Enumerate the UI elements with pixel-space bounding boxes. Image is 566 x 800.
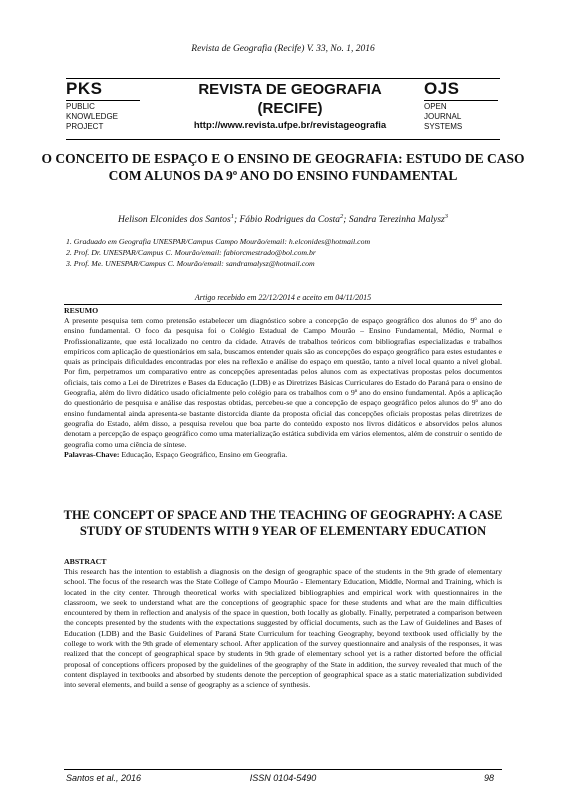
abstract-heading: ABSTRACT bbox=[64, 557, 107, 566]
journal-name-block bbox=[164, 80, 416, 133]
affiliation-item: 2. Prof. Dr. UNESPAR/Campus C. Mourão/email: fabiorcmestrado@bol.com.br bbox=[66, 248, 316, 257]
author-list bbox=[0, 213, 566, 225]
keywords-values: Educação, Espaço Geográfico, Ensino em Geografia. bbox=[119, 449, 288, 459]
author-name: Helison Elconides dos Santos bbox=[118, 215, 231, 226]
article-title-pt: O CONCEITO DE ESPAÇO E O ENSINO DE GEOGRAFIA: ESTUDO DE CASO COM ALUNOS DA 9º ANO DO ENSINO FUNDAMENTAL bbox=[41, 151, 525, 183]
journal-name-line2: (RECIFE) bbox=[257, 100, 323, 117]
author-name: Fábio Rodrigues da Costa bbox=[239, 215, 341, 226]
journal-name-line1: REVISTA DE GEOGRAFIA bbox=[198, 81, 382, 98]
ojs-logo bbox=[424, 79, 500, 132]
affiliation-item: 3. Prof. Me. UNESPAR/Campus C. Mourão/email: sandramalysz@hotmail.com bbox=[66, 259, 315, 268]
ojs-label: OJS bbox=[424, 79, 460, 98]
abstract-text: This research has the intention to establish a diagnosis on the design of geographic space of the students in the 9th grade of elementary school. The focus of the research was the State College of Campo Mourão - Elementary Education, Middle, Normal and Training, which is located in the city center. Through theoretical works with specialized bibliographies and empirical work with questionnaires in the classroom, we seek to understand what are the conceptions of geographic space for these students and what are the main difficulties encountered by them in reflection and analysis of the space in question, both locally as globally. Finally, perpetrated a comparison between the concepts presented by the students with the expectations suggested by official documents, such as the Law of Guidelines and Bases of Education (LDB) and the Basic Guidelines of Paraná State Curriculum for teaching Geography, beyond textbook used officially by the college to work with the 9th grade of elementary school. After application of the survey questionnaire and analysis of the responses, it was realized that the concept of geographical space by students in 9th grade of elementary school yet is a rather distorted before the official proposal of conceptions officers proposed by the guidelines of the geography of the State in addition, the survey revealed that much of the content displayed in textbooks and absorbed by students denote the perception of geographical space as a static materialization subdivided into several elements, and build a sense of geography as a science of synthesis. bbox=[64, 567, 502, 690]
author-separator: ; bbox=[233, 215, 240, 226]
ojs-line: JOURNAL bbox=[424, 112, 462, 121]
pks-line: PROJECT bbox=[66, 122, 104, 131]
author-separator: ; bbox=[343, 215, 349, 226]
ojs-divider bbox=[424, 100, 498, 101]
footer-citation: Santos et al., 2016 bbox=[66, 773, 142, 783]
pks-line: KNOWLEDGE bbox=[66, 112, 119, 121]
keywords-line bbox=[64, 450, 502, 460]
affiliation-item: 1. Graduado em Geografia UNESPAR/Campus Campo Mourão/email: h.elconides@hotmail.com bbox=[66, 237, 371, 246]
page-footer bbox=[64, 769, 502, 784]
affiliation-list bbox=[66, 236, 506, 269]
pks-line: PUBLIC bbox=[66, 102, 95, 111]
pks-divider bbox=[66, 100, 140, 101]
footer-issn: ISSN 0104-5490 bbox=[249, 773, 317, 783]
resumo-heading: RESUMO bbox=[64, 306, 99, 315]
resumo-section bbox=[64, 304, 502, 460]
page-number: 98 bbox=[483, 773, 494, 783]
masthead-bottom-rule bbox=[66, 139, 500, 140]
author-affil-mark: 2 bbox=[340, 213, 344, 220]
pks-label: PKS bbox=[66, 79, 103, 98]
article-title-en: THE CONCEPT OF SPACE AND THE TEACHING OF GEOGRAPHY: A CASE STUDY OF STUDENTS WITH 9 YEAR OF ELEMENTARY EDUCATION bbox=[63, 508, 503, 538]
author-affil-mark: 1 bbox=[230, 213, 234, 220]
keywords-label: Palavras-Chave: bbox=[64, 449, 120, 459]
pks-logo bbox=[66, 79, 146, 132]
abstract-section bbox=[64, 556, 502, 691]
author-affil-mark: 3 bbox=[444, 213, 448, 220]
ojs-line: OPEN bbox=[424, 102, 447, 111]
ojs-line: SYSTEMS bbox=[424, 122, 463, 131]
received-accepted-dates: Artigo recebido em 22/12/2014 e aceito em 04/11/2015 bbox=[194, 293, 372, 302]
journal-url[interactable]: http://www.revista.ufpe.br/revistageografia bbox=[193, 120, 387, 131]
journal-masthead bbox=[66, 78, 500, 140]
author-name: Sandra Terezinha Malysz bbox=[348, 215, 445, 226]
resumo-text: A presente pesquisa tem como pretensão estabelecer um diagnóstico sobre a concepção de espaço geográfico dos alunos do 9º ano do ensino fundamental. O foco da pesquisa foi o Colégio Estadual de Campo Mourão – Ensino Fundamental, Médio, Normal e Profissionalizante, que está localizado no centro da cidade. Através de trabalhos teóricos com bibliografias especializadas e trabalhos empíricos com aplicação de questionários em sala, buscamos entender quais são as concepções do espaço geográfico para estes estudantes e quais as principais dificuldades encontradas por eles na reflexão e análise do espaço em questão, tanto a nível local quanto a nível global. Por fim, perpetramos um comparativo entre as concepções apresentadas pelos alunos com as expectativas propostas pelos documentos oficiais, tais como a Lei de Diretrizes e Bases da Educação (LDB) e as Diretrizes Básicas Curriculares do Estado do Paraná para o ensino de Geografia, além do livro didático usado oficialmente pelo colégio para os trabalhos com o 9º ano do ensino fundamental. Após a aplicação do questionário de pesquisa e análise das respostas obtidas, percebeu-se que a concepção de espaço geográfico pelos alunos do 9º ano do ensino fundamental ainda apresenta-se bastante distorcida diante da proposta oficial das concepções oficiais propostas pelas diretrizes de geografia do Estado, além disso, a pesquisa revelou que boa parte do conteúdo exposto nos livros didáticos e absorvidos pelos alunos denotam a percepção de espaço geográfico como uma materialização estática subdivida em vários elementos, além de construir o sentido de geografia como uma ciência de síntese. bbox=[64, 316, 502, 449]
running-head: Revista de Geografia (Recife) V. 33, No. 1, 2016 bbox=[191, 44, 375, 54]
